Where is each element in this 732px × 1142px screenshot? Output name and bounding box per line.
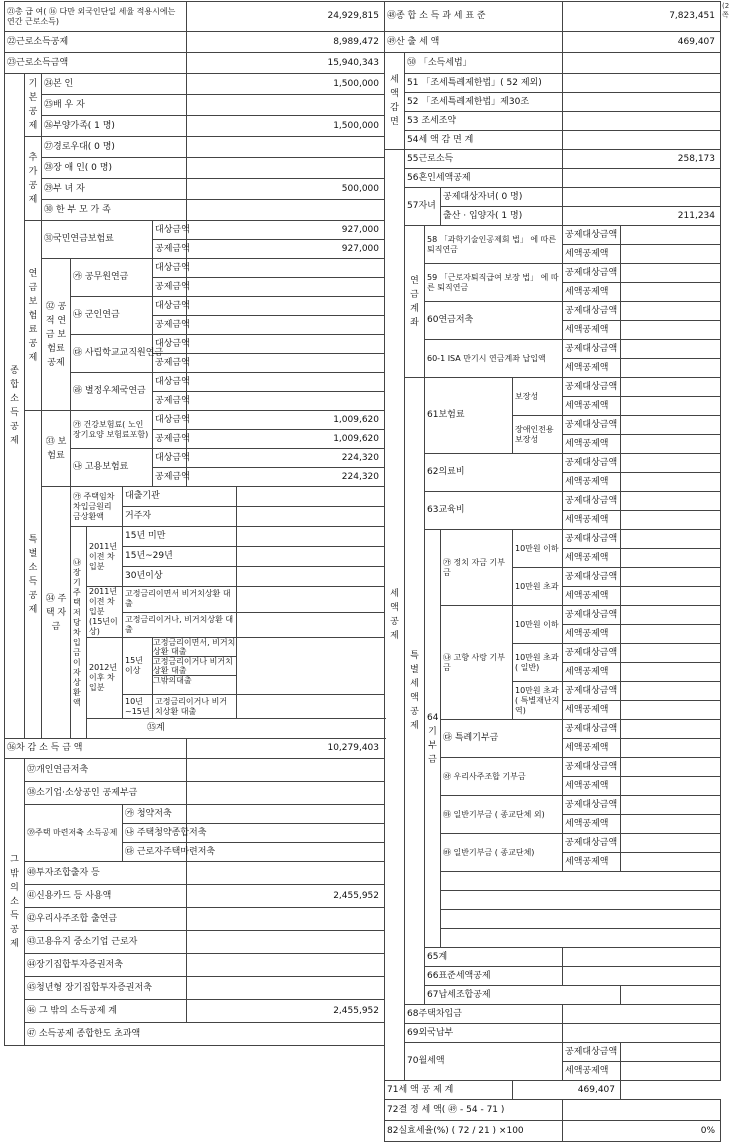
savings-item-label: ㉮ 청약저축 (123, 805, 187, 824)
left-deduction-table (4, 1, 385, 1046)
pension-item-label: ㉯ 군인연금 (71, 297, 153, 335)
spouse-label: ㉕배 우 자 (42, 95, 187, 116)
group-comprehensive-deduction: 종 합 소 득 공 제 (5, 74, 25, 739)
tax-union-credit-value (621, 986, 721, 1005)
pension-item-deduct-value (187, 354, 385, 373)
disabled-label: ㉘장 애 인( 0 명) (42, 158, 187, 179)
birth-adoption-label: 출산 · 입양자( 1 명) (441, 207, 563, 226)
deduct-value (621, 777, 721, 796)
target-value (621, 568, 721, 587)
term-label: 15년 미만 (123, 527, 237, 547)
personal-pension-label: ㊲개인연금저축 (25, 759, 187, 782)
computed-tax-value: 469,407 (563, 32, 721, 53)
earned-income-deduction-label: ㉒근로소득공제 (5, 32, 187, 53)
pension-savings-label: 60연금저축 (425, 302, 563, 340)
special-tax-act-30-value (563, 93, 721, 112)
deduct-value (621, 549, 721, 568)
resident-label: 거주자 (123, 507, 237, 527)
dependents-value: 1,500,000 (187, 116, 385, 137)
earned-income-deduction-value: 8,989,472 (187, 32, 385, 53)
deduct-label: 세액공제액 (563, 245, 621, 264)
group-special-tax-credit: 특 별 세 액 공 제 (405, 378, 425, 1005)
special-donation-label: ㉰ 특례기부금 (441, 720, 563, 758)
group-special-deduction: 특 별 소 득 공 제 (25, 411, 42, 739)
limit-excess-label: ㊼ 소득공제 종합한도 초과액 (25, 1023, 385, 1046)
standard-credit-value (563, 967, 721, 986)
national-pension-deduct-value: 927,000 (187, 240, 385, 259)
target-value (621, 720, 721, 739)
deduct-label: 세액공제액 (563, 435, 621, 454)
foreign-tax-value (563, 1024, 721, 1043)
target-label: 공제대상금액 (563, 758, 621, 777)
lender-label: 대출기관 (123, 487, 237, 507)
resident-value (237, 507, 385, 527)
over-100k-disaster-label: 10만원 초과 ( 특별재난지역) (513, 682, 563, 720)
credit-total-value: 469,407 (513, 1081, 621, 1100)
credit-card-label: ㊶신용카드 등 사용액 (25, 885, 187, 908)
deduct-value (621, 359, 721, 378)
target-value (621, 606, 721, 625)
target-value (621, 302, 721, 321)
target-value (621, 682, 721, 701)
deduct-value (621, 853, 721, 872)
deduct-value (621, 625, 721, 644)
deduct-value (621, 435, 721, 454)
single-parent-value (187, 200, 385, 221)
deduct-value (621, 473, 721, 492)
group-tax-reduction: 세 액 감 면 (385, 53, 405, 150)
child-eligible-value (563, 188, 721, 207)
savings-item-label: ㉰ 근로자주택마련저축 (123, 843, 187, 862)
housing-loan-credit-value (563, 1005, 721, 1024)
earned-income-amount-value: 15,940,343 (187, 53, 385, 74)
deduct-label: 세액공제액 (563, 321, 621, 340)
target-label: 공제대상금액 (563, 416, 621, 435)
savings-item-value (187, 805, 385, 824)
employment-deduct-value: 224,320 (187, 468, 385, 487)
target-value (621, 834, 721, 853)
target-value (621, 530, 721, 549)
loan-type-label: 고정금리이면서, 비거치상환 대출 (153, 638, 236, 656)
deduct-label: 세액공제액 (563, 549, 621, 568)
loan-type-label: 고정금리이거나 비거치상환 대출 (153, 695, 237, 719)
insurance-credit-label: 61보험료 (425, 378, 513, 454)
self-label: ㉔본 인 (42, 74, 187, 95)
target-label: 공제대상금액 (563, 682, 621, 701)
pension-item-label: ㉱ 별정우체국연금 (71, 373, 153, 411)
deduct-value (621, 245, 721, 264)
deduct-value (621, 663, 721, 682)
small-business-label: ㊳소기업·소상공인 공제부금 (25, 782, 187, 805)
woman-value: 500,000 (187, 179, 385, 200)
under-100k-label: 10만원 이하 (513, 530, 563, 568)
target-value (621, 416, 721, 435)
loan-type-value (237, 587, 385, 613)
loan-type-label: 고정금리이거나, 비거치상환 대출 (123, 612, 237, 638)
tax-base-label: ㊽종 합 소 득 과 세 표 준 (385, 2, 563, 32)
special-total-label: ㉟계 (87, 719, 385, 739)
term-label: 30년이상 (123, 567, 237, 587)
target-label: 공제대상금액 (563, 644, 621, 663)
pension-item-deduct: 공제금액 (153, 316, 187, 335)
pension-item-target-value (187, 259, 385, 278)
total-salary-value: 24,929,815 (187, 2, 385, 32)
net-income-value: 10,279,403 (187, 739, 385, 759)
child-eligible-label: 공제대상자녀( 0 명) (441, 188, 563, 207)
hometown-donation-label: ㉯ 고향 사랑 기부금 (441, 606, 513, 720)
marriage-credit-value (563, 169, 721, 188)
pension-item-target: 대상금액 (153, 373, 187, 392)
right-tax-table (384, 1, 721, 1142)
housing-loan-credit-label: 68주택차입금 (405, 1005, 563, 1024)
personal-pension-value (187, 759, 385, 782)
religious-donation-label: ㉳ 일반기부금 ( 종교단체) (441, 834, 563, 872)
long-term-fund-label: ㊹장기집합투자증권저축 (25, 954, 187, 977)
pension-item-target: 대상금액 (153, 297, 187, 316)
group-pension-account: 연 금 계 좌 (405, 226, 425, 378)
loan-type-value (237, 695, 385, 719)
target-label: 공제대상금액 (563, 492, 621, 511)
employment-deduct-label: 공제금액 (153, 468, 187, 487)
donation-pad (441, 910, 721, 929)
pension-item-deduct: 공제금액 (153, 392, 187, 411)
deduct-label: 세액공제액 (563, 397, 621, 416)
deduct-label: 세액공제액 (563, 511, 621, 530)
national-pension-deduct-label: 공제금액 (153, 240, 187, 259)
target-label: 공제대상금액 (563, 796, 621, 815)
medical-label: 62의료비 (425, 454, 563, 492)
national-pension-target-label: 대상금액 (153, 221, 187, 240)
standard-credit-label: 66표준세액공제 (425, 967, 563, 986)
effective-rate-value: 0% (563, 1121, 721, 1142)
science-pension-label: 58 「과학기술인공제회 법」 에 따른 퇴직연금 (425, 226, 563, 264)
deduct-value (621, 283, 721, 302)
birth-adoption-value: 211,234 (563, 207, 721, 226)
national-pension-target-value: 927,000 (187, 221, 385, 240)
target-value (621, 1043, 721, 1062)
target-label: 공제대상금액 (563, 568, 621, 587)
computed-tax-label: ㊾산 출 세 액 (385, 32, 563, 53)
deduct-value (621, 1062, 721, 1081)
employment-retention-value (187, 931, 385, 954)
determined-tax-value (563, 1100, 721, 1121)
target-value (621, 644, 721, 663)
employee-stock-value (187, 908, 385, 931)
deduct-label: 세액공제액 (563, 283, 621, 302)
employment-insurance-label: ㉯ 고용보험료 (71, 449, 153, 487)
tax-treaty-value (563, 112, 721, 131)
tax-base-value: 7,823,451 (563, 2, 721, 32)
loan-type-label: 그밖의대출 (153, 676, 192, 685)
health-insurance-label: ㉮ 건강보험료( 노인장기요양 보험료포함) (71, 411, 153, 449)
loan-type-stack (153, 638, 237, 695)
pension-item-target-value (187, 297, 385, 316)
group-additional-deduction: 추 가 공 제 (25, 137, 42, 221)
deduct-value (621, 701, 721, 720)
coverage-label: 보장성 (513, 378, 563, 416)
target-value (621, 264, 721, 283)
group-pension-insurance: 연 금 보 험 료 공 제 (25, 221, 42, 411)
savings-item-value (187, 843, 385, 862)
income-tax-act-value (563, 53, 721, 74)
credit-card-value: 2,455,952 (187, 885, 385, 908)
deduct-label: 세액공제액 (563, 853, 621, 872)
employment-retention-label: ㊸고용유지 중소기업 근로자 (25, 931, 187, 954)
spouse-value (187, 95, 385, 116)
education-label: 63교육비 (425, 492, 563, 530)
group-basic-deduction: 기 본 공 제 (25, 74, 42, 137)
elderly-label: ㉗경로우대( 0 명) (42, 137, 187, 158)
small-business-value (187, 782, 385, 805)
pre2011-15yr-borrowing: 2011년이전 차입분 (15년이상) (87, 587, 123, 638)
general-donation-label: ㉲ 일반기부금 ( 종교단체 외) (441, 796, 563, 834)
target-value (621, 340, 721, 359)
determined-tax-label: 72결 정 세 액( ㊾ - 54 - 71 ) (385, 1100, 563, 1121)
youth-fund-value (187, 977, 385, 1000)
page-mark: (2쪽 (722, 2, 730, 19)
savings-item-value (187, 824, 385, 843)
investment-label: ㊵투자조합출자 등 (25, 862, 187, 885)
foreign-tax-label: 69외국납부 (405, 1024, 563, 1043)
donation-group: 64 기 부 금 (425, 530, 441, 948)
pension-item-target: 대상금액 (153, 335, 187, 354)
pre2011-borrowing: 2011년이전 차입분 (87, 527, 123, 587)
credit-total-label: 71세 액 공 제 계 (385, 1081, 513, 1100)
lender-value (237, 487, 385, 507)
loan-type-label: 고정금리이면서 비거치상환 대출 (123, 587, 237, 613)
health-deduct-label: 공제금액 (153, 430, 187, 449)
stock-union-donation-label: ㉱ 우리사주조합 기부금 (441, 758, 563, 796)
loan-type-value (237, 612, 385, 638)
pension-item-deduct: 공제금액 (153, 278, 187, 297)
pension-item-deduct-value (187, 316, 385, 335)
housing-fund-group: ㉞ 주택 자금 (42, 487, 71, 739)
target-label: 공제대상금액 (563, 720, 621, 739)
term-10yr-label: 10년 ~15년 (123, 695, 153, 719)
health-deduct-value: 1,009,620 (187, 430, 385, 449)
pension-item-target-value (187, 335, 385, 354)
donation-pad (441, 929, 721, 948)
woman-label: ㉙부 녀 자 (42, 179, 187, 200)
deduct-label: 세액공제액 (563, 777, 621, 796)
housing-savings-group: ㊴주택 마련저축 소득공제 (25, 805, 123, 862)
self-value: 1,500,000 (187, 74, 385, 95)
term-label: 15년~29년 (123, 547, 237, 567)
special-tax-act-30-label: 52 「조세특례제한법」제30조 (405, 93, 563, 112)
deduct-label: 세액공제액 (563, 739, 621, 758)
earned-income-credit-label: 55근로소득 (405, 150, 563, 169)
pension-item-deduct-value (187, 392, 385, 411)
pension-item-label: ㉮ 공무원연금 (71, 259, 153, 297)
target-value (621, 492, 721, 511)
retirement-pension-label: 59 「근로자퇴직급여 보장 법」 에 따른 퇴직연금 (425, 264, 563, 302)
group-tax-credit: 세 액 공 제 (385, 150, 405, 1081)
employment-target-label: 대상금액 (153, 449, 187, 468)
health-target-value: 1,009,620 (187, 411, 385, 430)
loan-type-value (237, 638, 385, 695)
pension-item-deduct-value (187, 278, 385, 297)
investment-value (187, 862, 385, 885)
savings-item-label: ㉯ 주택청약종합저축 (123, 824, 187, 843)
special-credit-total-label: 65계 (425, 948, 563, 967)
pension-item-target: 대상금액 (153, 259, 187, 278)
tax-union-credit-label: 67납세조합공제 (425, 986, 621, 1005)
public-pension-group: ㉜ 공적 연금 보험료 공제 (42, 259, 71, 411)
long-term-mortgage-label: ㉯ 장기 주택저 당차입 금이자 상환액 (71, 527, 87, 739)
term-value (237, 567, 385, 587)
target-label: 공제대상금액 (563, 454, 621, 473)
target-label: 공제대상금액 (563, 264, 621, 283)
deduct-value (621, 587, 721, 606)
deduct-value (621, 321, 721, 340)
disabled-coverage-label: 장애인전용 보장성 (513, 416, 563, 454)
term-15yr-label: 15년 이상 (123, 638, 153, 695)
term-value (237, 527, 385, 547)
target-value (621, 758, 721, 777)
target-value (621, 796, 721, 815)
deduct-value (621, 815, 721, 834)
target-value (621, 226, 721, 245)
dependents-label: ㉖부양가족( 1 명) (42, 116, 187, 137)
effective-rate-label: 82실효세율(%) ( 72 / 21 ) ×100 (385, 1121, 563, 1142)
child-group: 57자녀 (405, 188, 441, 226)
deduct-label: 세액공제액 (563, 587, 621, 606)
isa-label: 60-1 ISA 만기시 연금계좌 납입액 (425, 340, 563, 378)
political-fund-label: ㉮ 정치 자금 기부금 (441, 530, 513, 606)
earned-income-amount-label: ㉓근로소득금액 (5, 53, 187, 74)
income-tax-act-label: ㊿ 「소득세법」 (405, 53, 563, 74)
pension-item-label: ㉰ 사립학교교직원연금 (71, 335, 153, 373)
reduction-total-value (563, 131, 721, 150)
target-value (621, 454, 721, 473)
marriage-credit-label: 56혼인세액공제 (405, 169, 563, 188)
target-label: 공제대상금액 (563, 340, 621, 359)
target-label: 공제대상금액 (563, 302, 621, 321)
special-credit-total-value (563, 948, 721, 967)
group-other-deduction: 그 밖 의 소 득 공 제 (5, 759, 25, 1046)
under-100k-label: 10만원 이하 (513, 606, 563, 644)
loan-type-label: 고정금리이거나 비거치상환 대출 (153, 657, 236, 676)
target-label: 공제대상금액 (563, 834, 621, 853)
deduct-label: 세액공제액 (563, 625, 621, 644)
post2012-borrowing: 2012년 이후 차입분 (87, 638, 123, 719)
pension-item-target-value (187, 373, 385, 392)
pension-item-deduct: 공제금액 (153, 354, 187, 373)
deduct-value (621, 511, 721, 530)
reduction-total-label: 54세 액 감 면 계 (405, 131, 563, 150)
deduct-label: 세액공제액 (563, 1062, 621, 1081)
special-tax-act-label: 51 「조세특례제한법」( 52 제외) (405, 74, 563, 93)
tax-treaty-label: 53 조세조약 (405, 112, 563, 131)
target-label: 공제대상금액 (563, 1043, 621, 1062)
national-pension-label: ㉛국민연금보험료 (42, 221, 153, 259)
target-label: 공제대상금액 (563, 606, 621, 625)
donation-pad (441, 891, 721, 910)
special-tax-act-value (563, 74, 721, 93)
other-total-value: 2,455,952 (187, 1000, 385, 1023)
net-income-label: ㊱차 감 소 득 금 액 (5, 739, 187, 759)
insurance-group: ㉝ 보험료 (42, 411, 71, 487)
deduct-label: 세액공제액 (563, 473, 621, 492)
housing-rent-label: ㉮ 주택임차 차입금원리 금상환액 (71, 487, 123, 527)
deduct-value (621, 739, 721, 758)
disabled-value (187, 158, 385, 179)
over-100k-general-label: 10만원 초과 ( 일반) (513, 644, 563, 682)
deduct-label: 세액공제액 (563, 815, 621, 834)
donation-pad (441, 872, 721, 891)
deduct-label: 세액공제액 (563, 663, 621, 682)
target-label: 공제대상금액 (563, 378, 621, 397)
term-value (237, 547, 385, 567)
target-value (621, 378, 721, 397)
earned-income-credit-value: 258,173 (563, 150, 721, 169)
deduct-label: 세액공제액 (563, 359, 621, 378)
over-100k-label: 10만원 초과 (513, 568, 563, 606)
employee-stock-label: ㊷우리사주조합 출연금 (25, 908, 187, 931)
deduct-value (621, 397, 721, 416)
long-term-fund-value (187, 954, 385, 977)
other-total-label: ㊻ 그 밖의 소득공제 계 (25, 1000, 187, 1023)
total-salary-label: ㉑총 급 여( ⑯ 다만 외국인단일 세율 적용시에는 연간 근로소득) (5, 2, 187, 32)
deduct-label: 세액공제액 (563, 701, 621, 720)
target-label: 공제대상금액 (563, 530, 621, 549)
employment-target-value: 224,320 (187, 449, 385, 468)
youth-fund-label: ㊺청년형 장기집합투자증권저축 (25, 977, 187, 1000)
elderly-value (187, 137, 385, 158)
single-parent-label: ㉚ 한 부 모 가 족 (42, 200, 187, 221)
monthly-rent-label: 70월세액 (405, 1043, 563, 1081)
health-target-label: 대상금액 (153, 411, 187, 430)
target-label: 공제대상금액 (563, 226, 621, 245)
